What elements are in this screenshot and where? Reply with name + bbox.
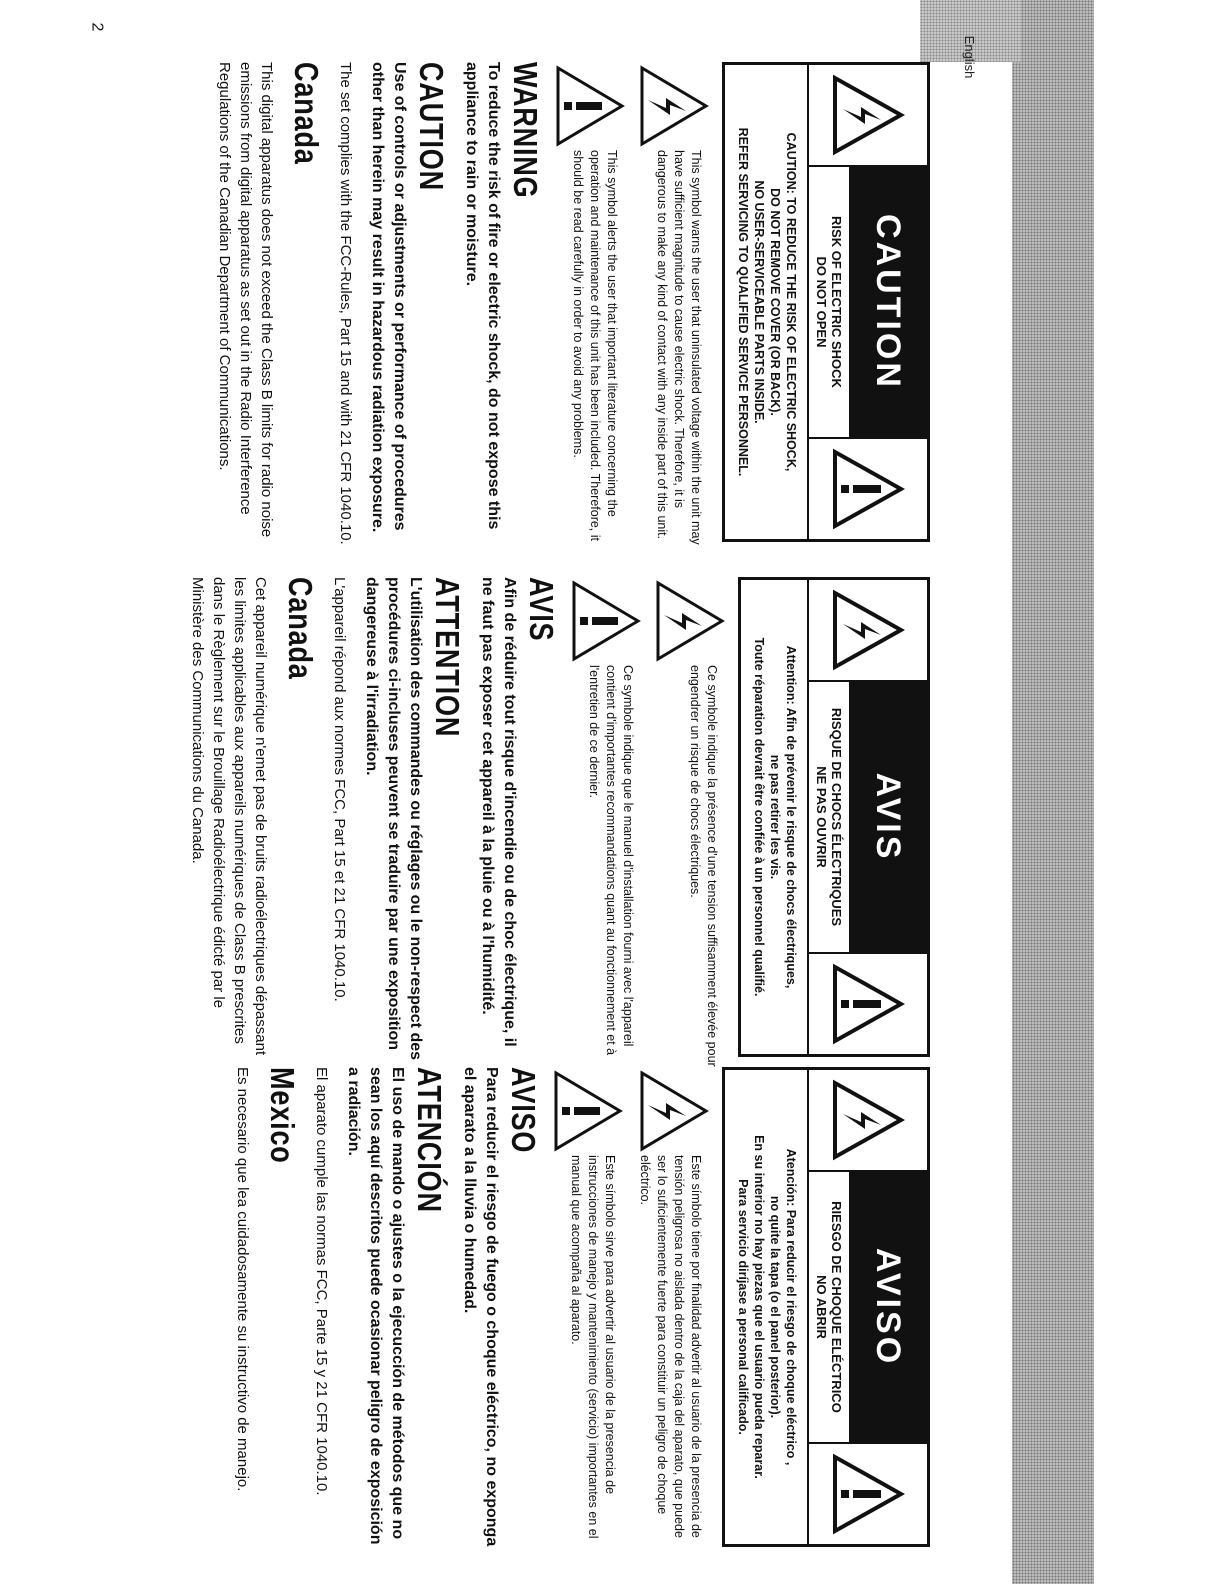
warning-text: To reduce the risk of fire or electric shock, do not expose this appliance to rain or moisture. bbox=[463, 62, 502, 530]
symbol2-text: This symbol alerts the user that important literature concerning the operation and maintenance of this unit has been included. Therefore, it should be read carefully in order to avoid any problems. bbox=[571, 150, 619, 542]
country-heading: Canada bbox=[282, 577, 319, 680]
box-warning-text: Atención: Para reducir el riesgo de choque eléctrico , no quite la tapa (o el panel posterior). En su interior no hay piezas que el usuario pueda reparar. Para servicio diríjase a personal calificado. bbox=[736, 1135, 798, 1479]
caution-text: Use of controls or adjustments or performance of procedures other than herein may result in hazardous radiation exposure. bbox=[369, 62, 408, 533]
lightning-triangle-icon bbox=[638, 62, 710, 150]
caution-heading: CAUTION bbox=[413, 62, 450, 192]
fcc-text: L'appareil répond aux normes FCC, Part 15 et 21 CFR 1040.10. bbox=[331, 577, 348, 1002]
country-heading: Mexico bbox=[264, 1067, 301, 1164]
box-subtitle: RISQUE DE CHOCS ÉLECTRIQUES NE PAS OUVRIR bbox=[809, 682, 849, 952]
language-tab: English bbox=[962, 35, 978, 79]
box-subtitle: RISK OF ELECTRIC SHOCK DO NOT OPEN bbox=[809, 167, 849, 437]
fcc-text: The set complies with the FCC-Rules, Part 15 and with 21 CFR 1040.10. bbox=[337, 62, 354, 545]
exclamation-triangle-icon bbox=[570, 577, 642, 665]
box-title: AVIS bbox=[849, 682, 927, 952]
symbol1-text: Ce symbole indique la présence d'une tension suffisamment élevée pour engendrer un risque de chocs électriques. bbox=[688, 665, 719, 1067]
caution-text: El uso de mando o ajustes o la ejecucción de métodos que no sean los aquí descritos puede ocasionar peligro de exposición a radiación. bbox=[345, 1067, 406, 1545]
exclamation-triangle-icon bbox=[809, 1444, 927, 1544]
box-warning-text: Attention: Afin de prévenir le risque de chocs électriques, ne pas retirer les vis. Toute réparation devrait être confiée à un personnel qualifié. bbox=[752, 637, 798, 997]
caution-heading: ATENCIÓN bbox=[411, 1067, 448, 1213]
symbol2-text: Este símbolo sirve para advertir al usuario de la presencia de instrucciones de manejo y mantenimiento (servicio) importantes en el manual que acompaña al aparato. bbox=[569, 1155, 617, 1539]
aviso-box bbox=[722, 1067, 930, 1547]
lightning-triangle-icon bbox=[809, 580, 927, 680]
rotated-page-content bbox=[10, 22, 1010, 1562]
caution-text: L'utilisation des commandes ou réglages ou le non-respect des procédures ci-incluses peuvent se traduire par une exposition dangereuse à l'irradiation. bbox=[363, 577, 424, 1061]
symbol2-row bbox=[570, 577, 642, 1067]
avis-box bbox=[738, 577, 930, 1057]
symbol2-text: Ce symbole indique que le manuel d'installation fourni avec l'appareil contient d'importantes recommandations quant au fonctionnement et à l'entretien de ce dernier. bbox=[587, 665, 635, 1056]
caution-box bbox=[722, 62, 930, 542]
spanish-column bbox=[50, 1067, 930, 1557]
symbol1-text: Este símbolo tiene por finalidad advertir al usuario de la presencia de tensión peligrosa no aislada dentro de la caja del aparato, que puede ser lo suficientemente fuerte para constituir un peligro de choque eléctrico. bbox=[638, 1155, 703, 1538]
symbol1-row bbox=[636, 1067, 710, 1557]
lightning-triangle-icon bbox=[638, 1067, 710, 1155]
box-title: AVISO bbox=[849, 1172, 927, 1442]
warning-text: Para reducir el riesgo de fuego o choque eléctrico, no exponga el aparato a la lluvia o humedad. bbox=[461, 1067, 500, 1547]
french-column bbox=[50, 577, 930, 1067]
warning-heading: WARNING bbox=[507, 62, 544, 199]
box-warning-text: CAUTION: TO REDUCE THE RISK OF ELECTRIC SHOCK, DO NOT REMOVE COVER (OR BACK). NO USER-SERVICEABLE PARTS INSIDE. REFER SERVICING TO QUALIFIED SERVICE PERSONNEL. bbox=[736, 127, 798, 477]
english-column bbox=[50, 62, 930, 552]
exclamation-triangle-icon bbox=[552, 1067, 624, 1155]
warning-text: Afin de réduire tout risque d'incendie ou de choc électrique, il ne faut pas exposer cet appareil à la pluie ou à l'humidité. bbox=[479, 577, 518, 1047]
warning-heading: AVISO bbox=[505, 1067, 542, 1154]
lightning-triangle-icon bbox=[654, 577, 726, 665]
page-number: 2 bbox=[88, 22, 106, 32]
symbol1-row bbox=[638, 62, 710, 552]
exclamation-triangle-icon bbox=[809, 954, 927, 1054]
box-title: CAUTION bbox=[849, 167, 927, 437]
warning-heading: AVIS bbox=[523, 577, 560, 642]
symbol1-row bbox=[654, 577, 726, 1067]
country-text: This digital apparatus does not exceed the Class B limits for radio noise emissions from digital apparatus as set out in the Radio Interference Regulations of the Canadian Department of Communications. bbox=[216, 62, 275, 538]
country-heading: Canada bbox=[288, 62, 325, 165]
exclamation-triangle-icon bbox=[809, 439, 927, 539]
box-subtitle: RIESGO DE CHOQUE ELÉCTRICO NO ABRIR bbox=[809, 1172, 849, 1442]
symbol2-row bbox=[554, 62, 626, 552]
symbol2-row bbox=[552, 1067, 624, 1557]
country-text: Es necesario que lea cuidadosamente su instructivo de manejo. bbox=[234, 1067, 251, 1492]
symbol1-text: This symbol warns the user that uninsulated voltage within the unit may have sufficient magnitude to cause electric shock. Therefore, it is dangerous to make any kind of contact with any inside part of this unit. bbox=[655, 150, 703, 545]
binding-strip bbox=[1012, 0, 1094, 1584]
caution-heading: ATTENTION bbox=[429, 577, 466, 738]
lightning-triangle-icon bbox=[809, 1070, 927, 1170]
lightning-triangle-icon bbox=[809, 65, 927, 165]
exclamation-triangle-icon bbox=[554, 62, 626, 150]
fcc-text: El aparato cumple las normas FCC, Parte 15 y 21 CFR 1040.10. bbox=[313, 1067, 330, 1496]
country-text: Cet appareil numérique n'emet pas de bruits radioélectriques dépassant les limites applicables aux appareils numériques de Class B prescrites dans le Règlement sur le Brouillage Radioélectrique édicté par le Ministère des Communications du Canada. bbox=[189, 577, 269, 1056]
